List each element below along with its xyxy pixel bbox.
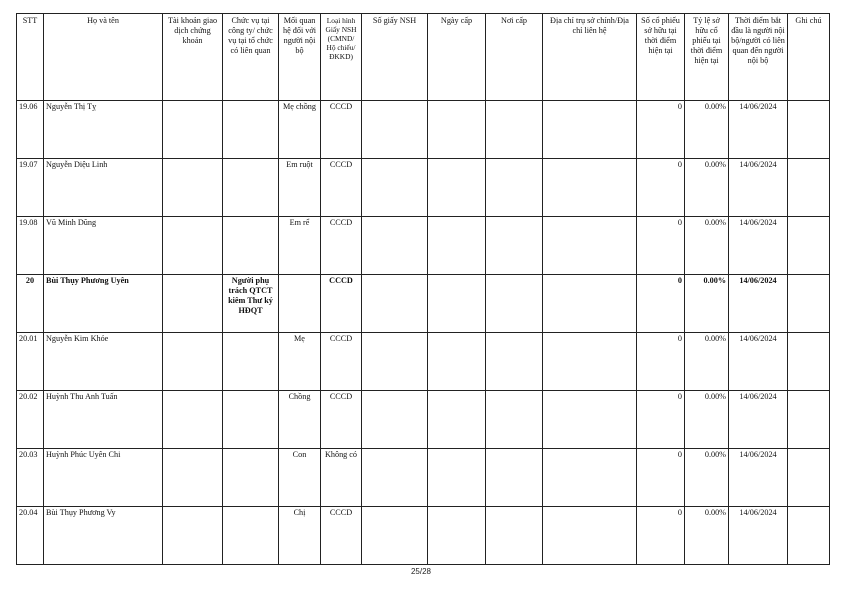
cell-stt: 19.07 bbox=[17, 159, 44, 217]
cell-shares: 0 bbox=[637, 449, 685, 507]
cell-start-date: 14/06/2024 bbox=[729, 275, 788, 333]
cell-note bbox=[788, 101, 830, 159]
cell-id-number bbox=[362, 507, 428, 565]
header-address: Địa chỉ trụ sở chính/Địa chỉ liên hệ bbox=[543, 14, 637, 101]
cell-address bbox=[543, 507, 637, 565]
cell-position bbox=[223, 159, 279, 217]
cell-relation: Chồng bbox=[279, 391, 321, 449]
cell-id-number bbox=[362, 159, 428, 217]
cell-note bbox=[788, 275, 830, 333]
cell-relation: Mẹ chồng bbox=[279, 101, 321, 159]
cell-id-number bbox=[362, 333, 428, 391]
header-note: Ghi chú bbox=[788, 14, 830, 101]
cell-start-date: 14/06/2024 bbox=[729, 101, 788, 159]
cell-account bbox=[163, 159, 223, 217]
cell-ratio: 0.00% bbox=[685, 217, 729, 275]
table-row bbox=[17, 101, 830, 159]
header-row bbox=[17, 14, 830, 101]
cell-id-number bbox=[362, 275, 428, 333]
cell-id-type: CCCD bbox=[321, 275, 362, 333]
cell-address bbox=[543, 449, 637, 507]
cell-issue-date bbox=[428, 333, 486, 391]
cell-shares: 0 bbox=[637, 333, 685, 391]
cell-position bbox=[223, 391, 279, 449]
cell-shares: 0 bbox=[637, 391, 685, 449]
table-row bbox=[17, 391, 830, 449]
cell-shares: 0 bbox=[637, 507, 685, 565]
cell-issue-place bbox=[486, 507, 543, 565]
cell-start-date: 14/06/2024 bbox=[729, 217, 788, 275]
cell-id-type: CCCD bbox=[321, 101, 362, 159]
cell-account bbox=[163, 101, 223, 159]
cell-note bbox=[788, 507, 830, 565]
cell-ratio: 0.00% bbox=[685, 391, 729, 449]
cell-ratio: 0.00% bbox=[685, 101, 729, 159]
cell-account bbox=[163, 449, 223, 507]
cell-shares: 0 bbox=[637, 101, 685, 159]
cell-account bbox=[163, 507, 223, 565]
cell-position bbox=[223, 333, 279, 391]
cell-relation bbox=[279, 275, 321, 333]
cell-note bbox=[788, 449, 830, 507]
cell-issue-date bbox=[428, 391, 486, 449]
cell-relation: Con bbox=[279, 449, 321, 507]
header-issue-date: Ngày cấp bbox=[428, 14, 486, 101]
cell-address bbox=[543, 391, 637, 449]
header-issue-place: Nơi cấp bbox=[486, 14, 543, 101]
cell-id-number bbox=[362, 391, 428, 449]
table-row bbox=[17, 159, 830, 217]
table-row bbox=[17, 275, 830, 333]
cell-address bbox=[543, 333, 637, 391]
table-row bbox=[17, 333, 830, 391]
table-row bbox=[17, 507, 830, 565]
header-start-date: Thời điểm bắt đầu là người nội bộ/người có liên quan đến người nội bộ bbox=[729, 14, 788, 101]
cell-ratio: 0.00% bbox=[685, 275, 729, 333]
cell-id-type: CCCD bbox=[321, 159, 362, 217]
header-account: Tài khoản giao dịch chứng khoán bbox=[163, 14, 223, 101]
header-position: Chức vụ tại công ty/ chức vụ tại tổ chức có liên quan bbox=[223, 14, 279, 101]
cell-id-type: CCCD bbox=[321, 217, 362, 275]
cell-issue-place bbox=[486, 391, 543, 449]
cell-ratio: 0.00% bbox=[685, 159, 729, 217]
cell-stt: 20.04 bbox=[17, 507, 44, 565]
cell-position: Người phụ trách QTCT kiêm Thư ký HĐQT bbox=[223, 275, 279, 333]
header-relation: Mối quan hệ đối với người nội bộ bbox=[279, 14, 321, 101]
cell-id-type: CCCD bbox=[321, 333, 362, 391]
header-id-type: Loại hình Giấy NSH (CMND/ Hộ chiếu/ ĐKKD) bbox=[321, 14, 362, 101]
cell-start-date: 14/06/2024 bbox=[729, 159, 788, 217]
cell-start-date: 14/06/2024 bbox=[729, 507, 788, 565]
table-row bbox=[17, 449, 830, 507]
cell-issue-date bbox=[428, 507, 486, 565]
cell-position bbox=[223, 101, 279, 159]
cell-name: Huỳnh Phúc Uyên Chi bbox=[44, 449, 163, 507]
cell-address bbox=[543, 159, 637, 217]
header-ratio: Tỷ lệ sở hữu cổ phiếu tại thời điểm hiện tại bbox=[685, 14, 729, 101]
cell-id-number bbox=[362, 217, 428, 275]
cell-id-number bbox=[362, 449, 428, 507]
cell-name: Nguyễn Diệu Linh bbox=[44, 159, 163, 217]
cell-relation: Em rể bbox=[279, 217, 321, 275]
cell-ratio: 0.00% bbox=[685, 333, 729, 391]
header-name: Họ và tên bbox=[44, 14, 163, 101]
cell-name: Huỳnh Thu Anh Tuấn bbox=[44, 391, 163, 449]
cell-start-date: 14/06/2024 bbox=[729, 333, 788, 391]
cell-stt: 19.06 bbox=[17, 101, 44, 159]
cell-account bbox=[163, 333, 223, 391]
cell-issue-place bbox=[486, 333, 543, 391]
cell-relation: Em ruột bbox=[279, 159, 321, 217]
cell-id-type: CCCD bbox=[321, 507, 362, 565]
cell-name: Bùi Thụy Phương Vy bbox=[44, 507, 163, 565]
cell-stt: 19.08 bbox=[17, 217, 44, 275]
cell-shares: 0 bbox=[637, 275, 685, 333]
cell-ratio: 0.00% bbox=[685, 449, 729, 507]
cell-id-type: CCCD bbox=[321, 391, 362, 449]
header-id-number: Số giấy NSH bbox=[362, 14, 428, 101]
header-shares: Số cổ phiếu sở hữu tại thời điểm hiện tại bbox=[637, 14, 685, 101]
cell-note bbox=[788, 333, 830, 391]
cell-note bbox=[788, 391, 830, 449]
cell-stt: 20 bbox=[17, 275, 44, 333]
cell-issue-date bbox=[428, 217, 486, 275]
cell-relation: Mẹ bbox=[279, 333, 321, 391]
cell-stt: 20.02 bbox=[17, 391, 44, 449]
cell-name: Vũ Minh Dũng bbox=[44, 217, 163, 275]
cell-account bbox=[163, 275, 223, 333]
cell-relation: Chị bbox=[279, 507, 321, 565]
cell-address bbox=[543, 217, 637, 275]
cell-issue-place bbox=[486, 101, 543, 159]
page-number: 25/28 bbox=[410, 567, 432, 576]
cell-issue-date bbox=[428, 275, 486, 333]
cell-start-date: 14/06/2024 bbox=[729, 449, 788, 507]
cell-address bbox=[543, 275, 637, 333]
header-stt: STT bbox=[17, 14, 44, 101]
cell-ratio: 0.00% bbox=[685, 507, 729, 565]
cell-note bbox=[788, 217, 830, 275]
cell-stt: 20.03 bbox=[17, 449, 44, 507]
cell-address bbox=[543, 101, 637, 159]
cell-start-date: 14/06/2024 bbox=[729, 391, 788, 449]
cell-account bbox=[163, 391, 223, 449]
cell-issue-place bbox=[486, 159, 543, 217]
cell-issue-date bbox=[428, 159, 486, 217]
cell-stt: 20.01 bbox=[17, 333, 44, 391]
cell-issue-place bbox=[486, 275, 543, 333]
insider-table bbox=[16, 13, 830, 565]
cell-account bbox=[163, 217, 223, 275]
cell-position bbox=[223, 507, 279, 565]
cell-position bbox=[223, 217, 279, 275]
cell-shares: 0 bbox=[637, 159, 685, 217]
cell-name: Nguyễn Thị Tỵ bbox=[44, 101, 163, 159]
cell-name: Bùi Thụy Phương Uyên bbox=[44, 275, 163, 333]
cell-id-type: Không có bbox=[321, 449, 362, 507]
cell-id-number bbox=[362, 101, 428, 159]
cell-issue-place bbox=[486, 217, 543, 275]
table-row bbox=[17, 217, 830, 275]
cell-position bbox=[223, 449, 279, 507]
cell-note bbox=[788, 159, 830, 217]
cell-issue-place bbox=[486, 449, 543, 507]
cell-issue-date bbox=[428, 449, 486, 507]
cell-name: Nguyễn Kim Khóe bbox=[44, 333, 163, 391]
cell-shares: 0 bbox=[637, 217, 685, 275]
cell-issue-date bbox=[428, 101, 486, 159]
